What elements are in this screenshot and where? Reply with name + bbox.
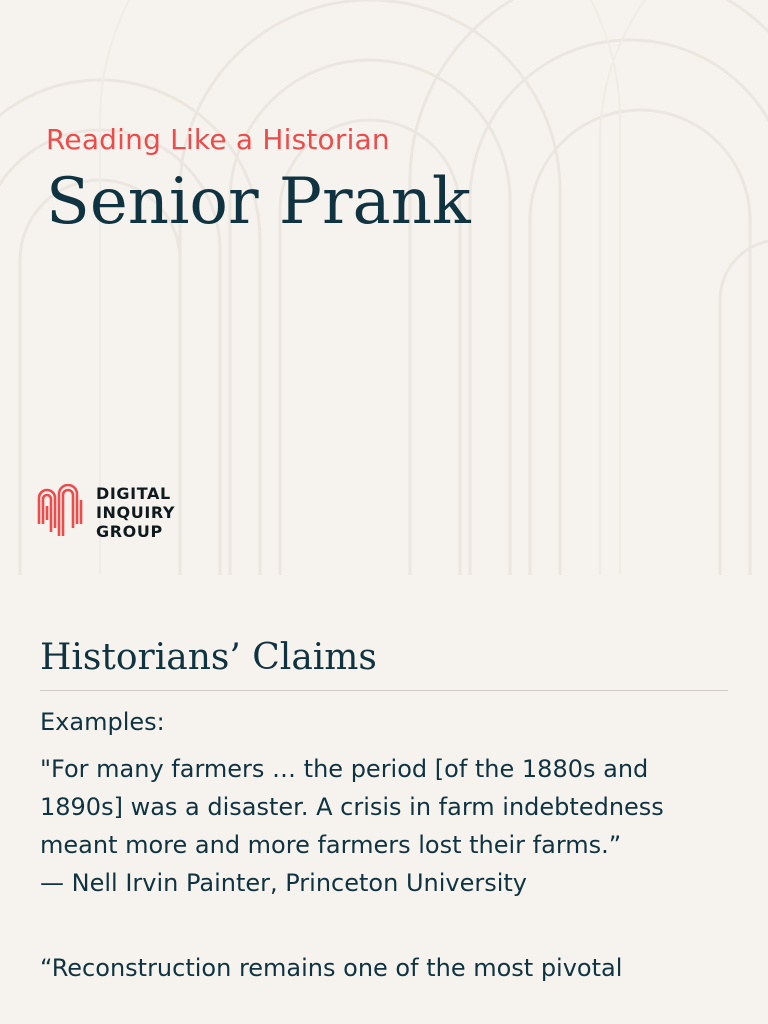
logo-wordmark bbox=[96, 484, 175, 541]
quote-attribution: — Nell Irvin Painter, Princeton University bbox=[40, 869, 528, 897]
quote-reconstruction: “Reconstruction remains one of the most pivotal bbox=[40, 954, 623, 982]
logo-line-2: INQUIRY bbox=[96, 502, 176, 522]
digital-inquiry-group-logo[interactable] bbox=[37, 483, 175, 541]
historians-claims-section bbox=[40, 630, 728, 987]
examples-label: Examples: bbox=[40, 708, 165, 736]
section-title: Historians’ Claims bbox=[40, 637, 377, 678]
logo-line-3: GROUP bbox=[96, 521, 163, 541]
dig-arches-logo-icon bbox=[37, 484, 85, 540]
quote-painter: "For many farmers … the period [of the 1880s and 1890s] was a disaster. A crisis in farm indebtedness meant more and more farmers lost their farms.” bbox=[40, 755, 664, 859]
section-divider bbox=[40, 690, 728, 691]
series-eyebrow: Reading Like a Historian bbox=[46, 123, 390, 156]
logo-line-1: DIGITAL bbox=[96, 483, 171, 503]
page-title: Senior Prank bbox=[46, 165, 471, 239]
